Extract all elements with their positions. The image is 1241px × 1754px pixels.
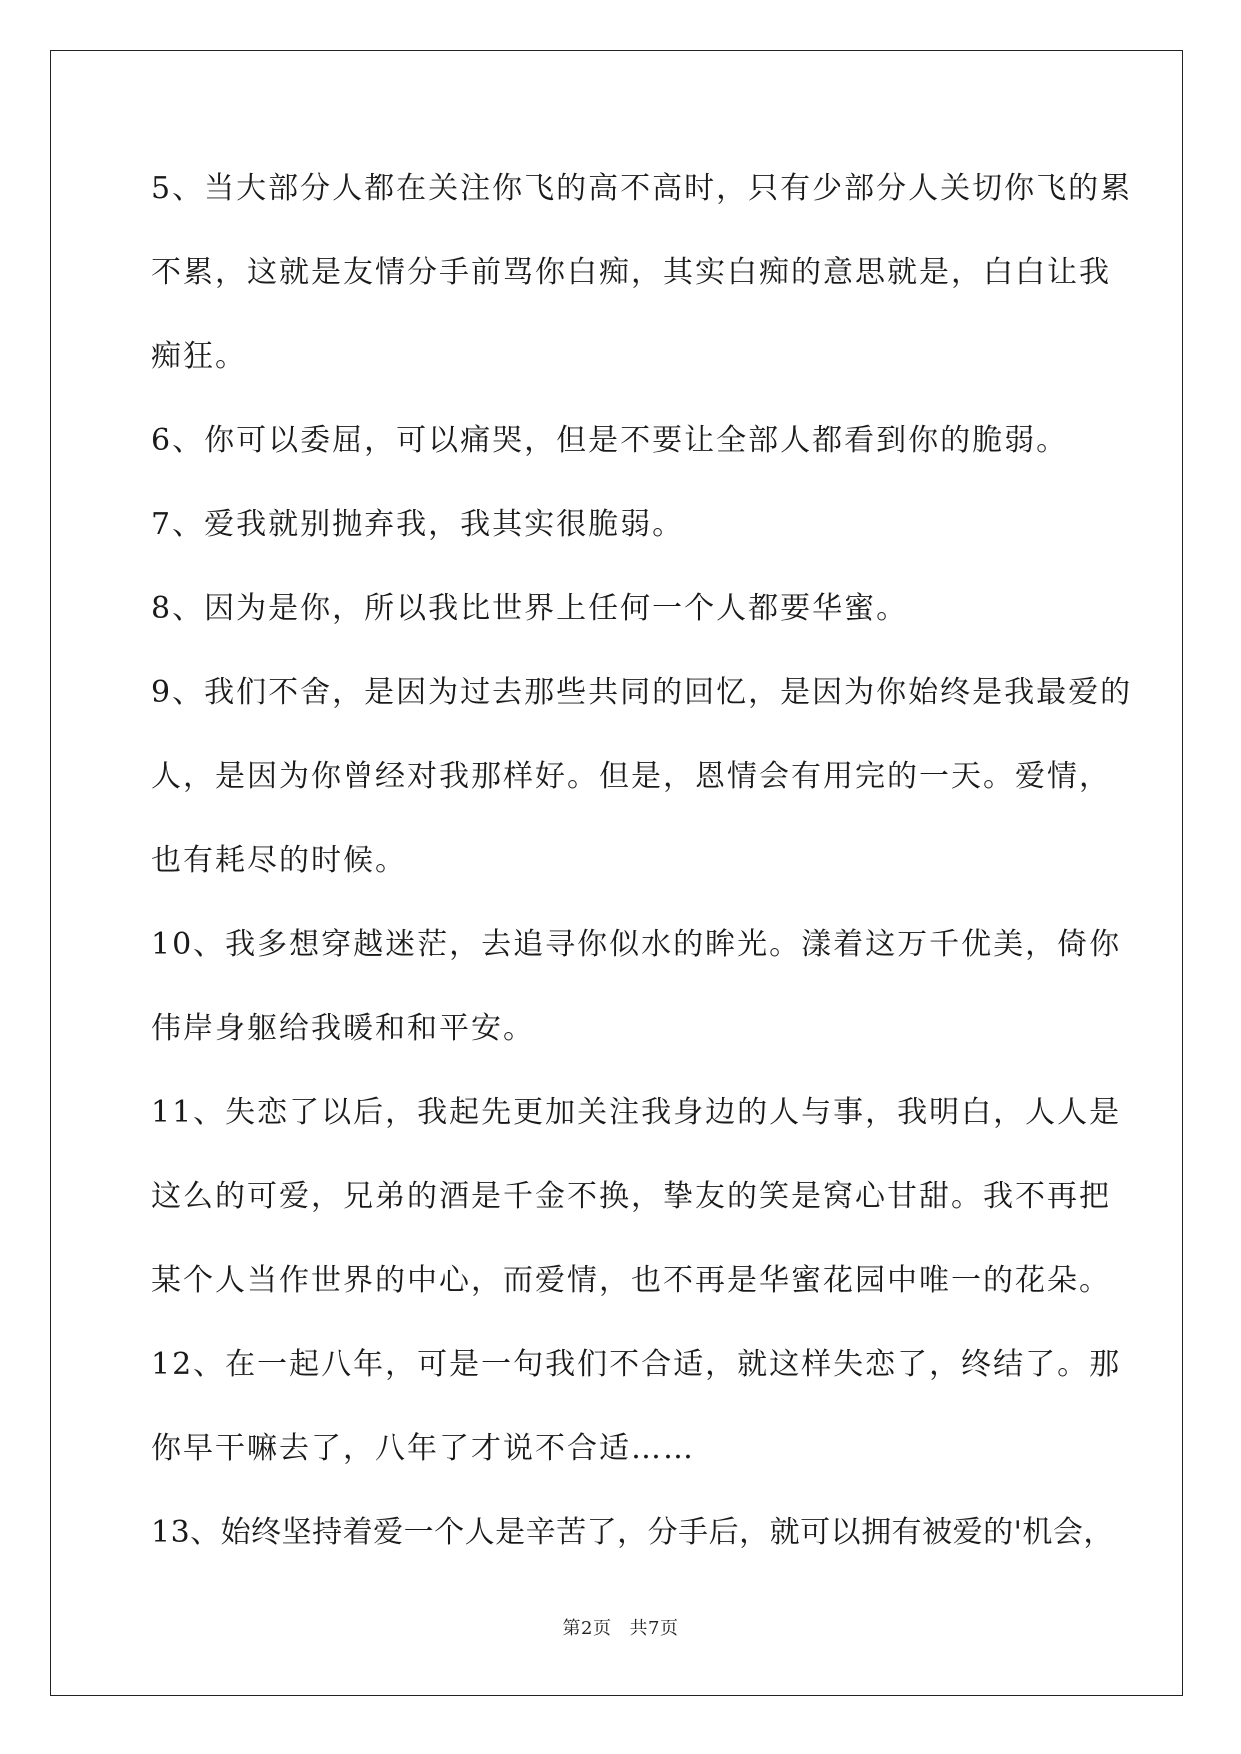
text-line: 7、爱我就别抛弃我，我其实很脆弱。 [151,507,685,542]
text-line: 这么的可爱，兄弟的酒是千金不换，挚友的笑是窝心甘甜。我不再把 [151,1179,1111,1214]
text-line: 你早干嘛去了，八年了才说不合适…… [151,1431,695,1466]
text-line: 12、在一起八年，可是一句我们不合适，就这样失恋了，终结了。那 [151,1347,1122,1382]
text-line: 6、你可以委屈，可以痛哭，但是不要让全部人都看到你的脆弱。 [151,423,1069,458]
text-line: 人，是因为你曾经对我那样好。但是，恩情会有用完的一天。爱情， [151,759,1111,794]
text-line: 8、因为是你，所以我比世界上任何一个人都要华蜜。 [151,591,909,626]
text-line: 伟岸身躯给我暖和和平安。 [151,1011,535,1046]
text-line: 13、始终坚持着爱一个人是辛苦了，分手后，就可以拥有被爱的'机会， [151,1515,1114,1550]
text-line: 也有耗尽的时候。 [151,843,407,878]
page-total: 共7页 [629,1618,679,1639]
text-line: 11、失恋了以后，我起先更加关注我身边的人与事，我明白，人人是 [151,1095,1122,1130]
text-line: 痴狂。 [151,339,247,374]
text-line: 9、我们不舍，是因为过去那些共同的回忆，是因为你始终是我最爱的 [151,675,1133,710]
text-line: 10、我多想穿越迷茫，去追寻你似水的眸光。漾着这万千优美，倚你 [151,927,1122,962]
text-line: 5、当大部分人都在关注你飞的高不高时，只有少部分人关切你飞的累 [151,171,1133,206]
text-line: 某个人当作世界的中心，而爱情，也不再是华蜜花园中唯一的花朵。 [151,1263,1111,1298]
document-body [151,159,1133,1587]
text-line: 不累，这就是友情分手前骂你白痴，其实白痴的意思就是，白白让我 [151,255,1111,290]
page-number: 第2页 [562,1618,612,1639]
page-footer [0,1614,1241,1640]
